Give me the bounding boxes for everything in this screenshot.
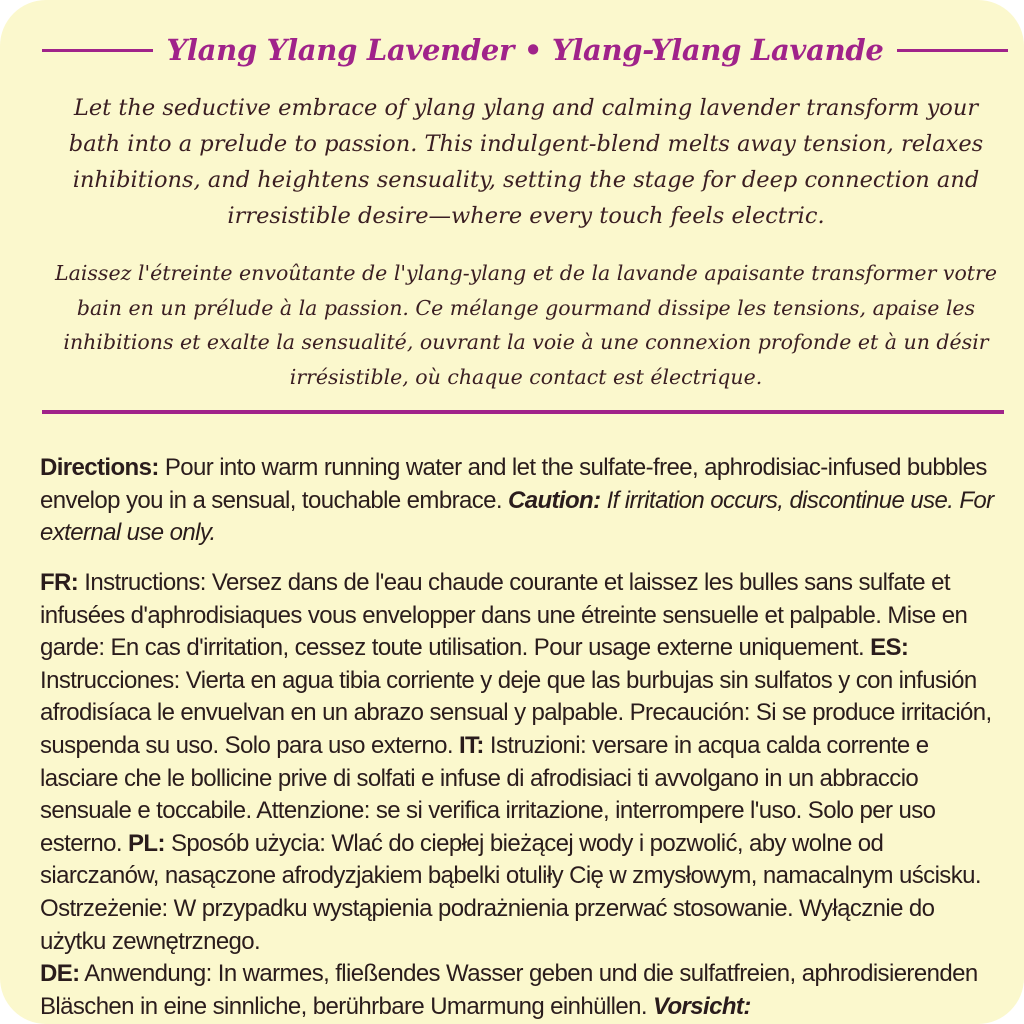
de-text: Anwendung: In warmes, fließendes Wasser geben und die sulfatfreien, aphrodisierenden Bläschen in eine sinnliche, berührbare Umarmung einhüllen. [40, 960, 978, 1020]
pl-text: Sposób użycia: Wlać do ciepłej bieżącej wody i pozwolić, aby wolne od siarczanów, nasączone afrodyzjakiem bąbelki otuliły Cię w zmysłowym, namacalnym uścisku. Ostrzeżenie: W przypadku wystąpienia podrażnienia przerwać stosowanie. Wyłącznie do użytku zewnętrznego. [40, 829, 981, 955]
it-label: IT: [458, 731, 484, 759]
caution-label: Caution: [508, 486, 601, 514]
title-rule-left [42, 49, 153, 52]
es-label: ES: [870, 634, 909, 662]
es-text: Instrucciones: Vierta en agua tibia corriente y deje que las burbujas sin sulfatos y con infusión afrodisíaca le envuelvan en un abrazo sensual y palpable. Precaución: Si se produce irritación, suspenda su uso. Solo para uso externo. [40, 666, 992, 759]
product-title: Ylang Ylang Lavender • Ylang-Ylang Lavande [166, 33, 884, 67]
directions-paragraph [40, 452, 1000, 550]
intro-english: Let the seductive embrace of ylang ylang and calming lavender transform your bath into a prelude to passion. This indulgent-blend melts away tension, relaxes inhibitions, and heightens sensuality, setting the stage for deep connection and irresistible desire—where every touch feels electric. [68, 95, 984, 229]
pl-label: PL: [128, 829, 165, 857]
title-rule-right [897, 49, 1008, 52]
it-text: Istruzioni: versare in acqua calda corrente e lasciare che le bollicine prive di solfati e infuse di afrodisiaci ti avvolgano in un abbraccio sensuale e toccabile. Attenzione: se si verifica irritazione, interrompere l'uso. Solo per uso esterno. [40, 731, 936, 857]
section-divider [42, 410, 1004, 414]
title-row [42, 26, 1008, 74]
de-label: DE: [40, 960, 80, 988]
directions-label: Directions: [40, 454, 159, 481]
fr-text: Instructions: Versez dans de l'eau chaude courante et laissez les bulles sans sulfate et infusées d'aphrodisiaques vous envelopper dans une étreinte sensuelle et palpable. Mise en garde: En cas d'irritation, cessez toute utilisation. Pour usage externe uniquement. [40, 569, 968, 662]
intro-french: Laissez l'étreinte envoûtante de l'ylang-ylang et de la lavande apaisante transformer votre bain en un prélude à la passion. Ce mélange gourmand dissipe les tensions, apaise les inhibitions et exalte la sensualité, ouvrant la voie à une connexion profonde et à un désir irrésistible, où chaque contact est électrique. [55, 261, 997, 389]
de-caution-label: Vorsicht: [652, 992, 751, 1020]
fr-label: FR: [40, 569, 79, 596]
caution-text: If irritation occurs, discontinue use. For external use only. [40, 486, 994, 546]
directions-text: Pour into warm running water and let the sulfate-free, aphrodisiac-infused bubbles envelop you in a sensual, touchable embrace. [40, 454, 987, 514]
multilingual-directions [40, 567, 1000, 1023]
